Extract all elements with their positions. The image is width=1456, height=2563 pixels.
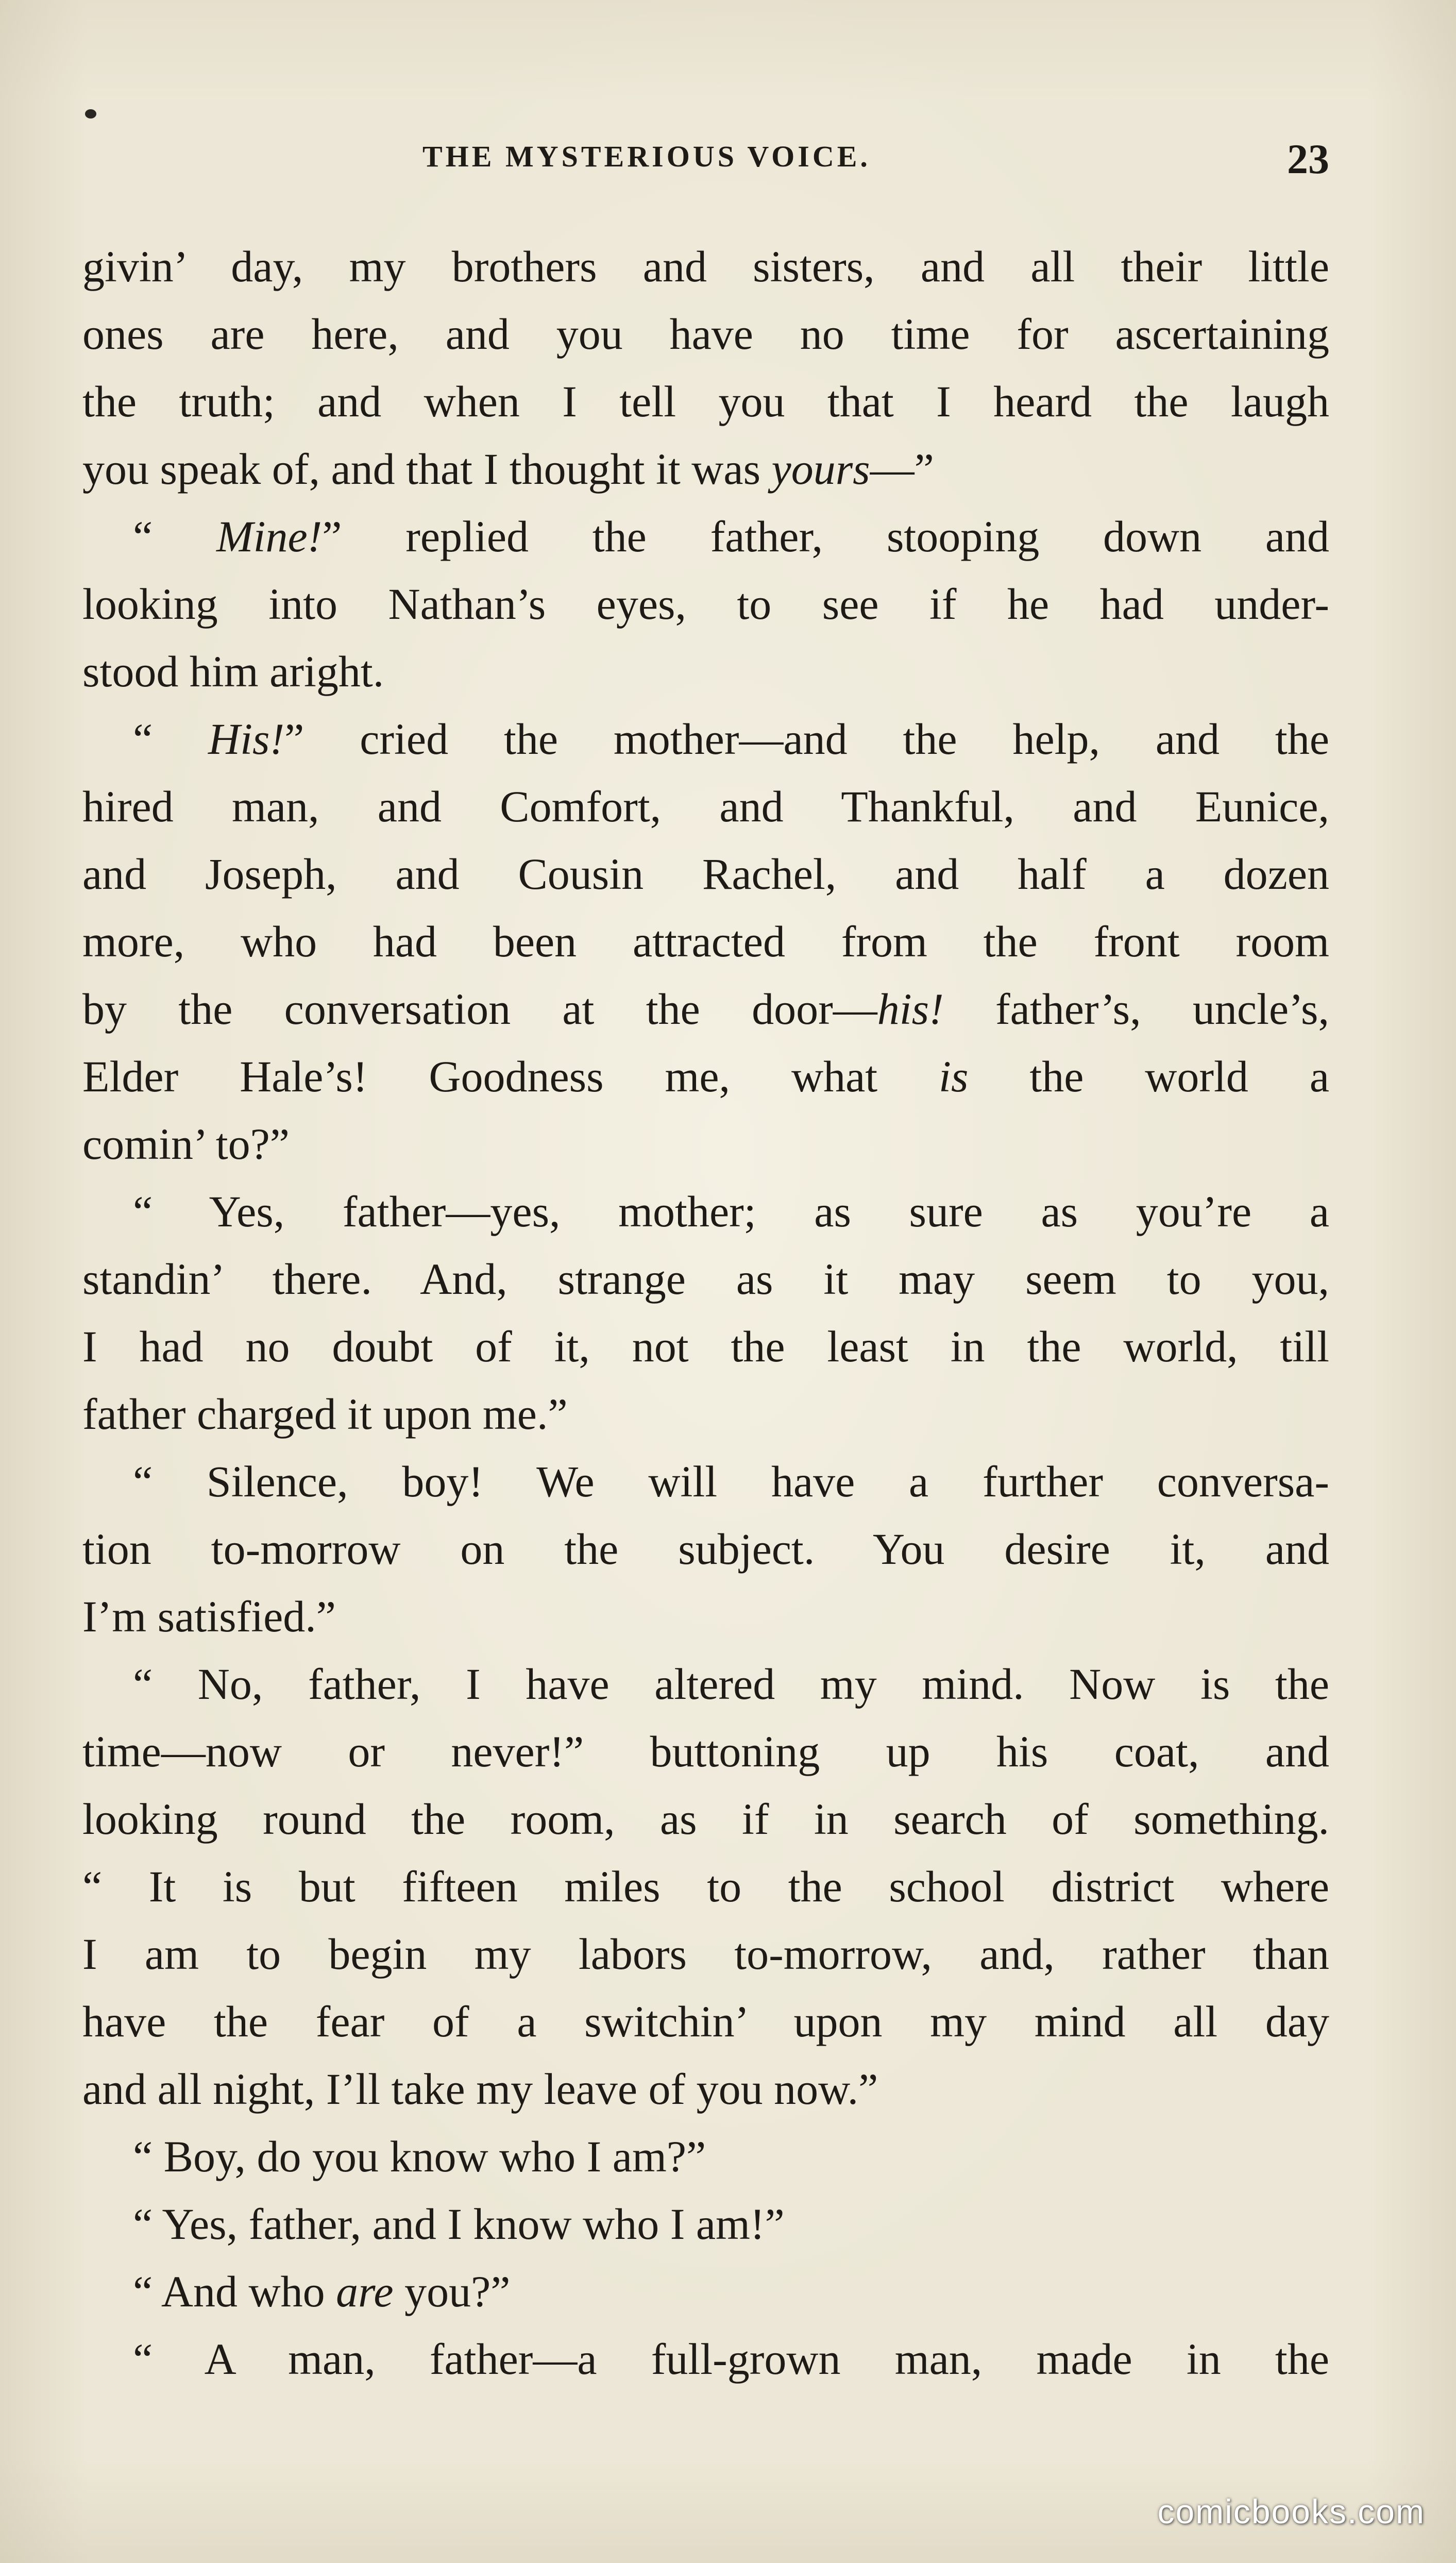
watermark: comicbooks.com bbox=[1157, 2492, 1425, 2531]
text-line: “ It is but fifteen miles to the school district where bbox=[82, 1862, 1329, 1911]
text-line: comin’ to?” bbox=[82, 1119, 290, 1169]
text-line: the truth; and when I tell you that I heard the laugh bbox=[82, 377, 1329, 426]
text-line: more, who had been attracted from the front room bbox=[82, 917, 1329, 966]
text-line: I’m satisfied.” bbox=[82, 1592, 336, 1641]
text-line: tion to-morrow on the subject. You desire it, and bbox=[82, 1524, 1329, 1574]
text-line: givin’ day, my brothers and sisters, and all their little bbox=[82, 242, 1329, 291]
text-line: “ His!” cried the mother—and the help, and the bbox=[133, 714, 1329, 764]
text-line: father charged it upon me.” bbox=[82, 1389, 568, 1439]
text-line: “ Mine!” replied the father, stooping down and bbox=[133, 512, 1330, 561]
text-line: have the fear of a switchin’ upon my mind all day bbox=[82, 1997, 1329, 2046]
ink-speck bbox=[85, 109, 96, 119]
text-line: I am to begin my labors to-morrow, and, rather than bbox=[82, 1929, 1329, 1979]
text-line: “ Boy, do you know who I am?” bbox=[133, 2132, 706, 2181]
text-line: ones are here, and you have no time for ascertaining bbox=[82, 309, 1329, 359]
text-line: hired man, and Comfort, and Thankful, and Eunice, bbox=[82, 782, 1329, 831]
text-line: stood him aright. bbox=[82, 647, 384, 696]
text-line: “ Yes, father—yes, mother; as sure as you’re a bbox=[133, 1187, 1329, 1236]
text-line: looking into Nathan’s eyes, to see if he had under- bbox=[82, 579, 1329, 629]
text-line: and all night, I’ll take my leave of you now.” bbox=[82, 2064, 878, 2114]
text-line: looking round the room, as if in search of something. bbox=[82, 1794, 1329, 1844]
text-line: “ Yes, father, and I know who I am!” bbox=[133, 2199, 785, 2249]
page-number: 23 bbox=[1287, 136, 1329, 182]
text-line: Elder Hale’s! Goodness me, what is the world a bbox=[82, 1052, 1330, 1101]
running-head bbox=[82, 135, 1329, 192]
text-line: by the conversation at the door—his! father’s, uncle’s, bbox=[82, 984, 1329, 1034]
text-line: “ Silence, boy! We will have a further conversa- bbox=[133, 1457, 1329, 1506]
body-text bbox=[82, 233, 1329, 2393]
text-line: and Joseph, and Cousin Rachel, and half a dozen bbox=[82, 849, 1329, 899]
text-line: “ And who are you?” bbox=[133, 2267, 511, 2316]
text-line: “ No, father, I have altered my mind. Now is the bbox=[133, 1659, 1329, 1709]
text-line: time—now or never!” buttoning up his coat, and bbox=[82, 1727, 1329, 1776]
text-line: standin’ there. And, strange as it may seem to you, bbox=[82, 1254, 1329, 1304]
text-line: I had no doubt of it, not the least in the world, till bbox=[82, 1322, 1329, 1371]
text-line: you speak of, and that I thought it was yours—” bbox=[82, 444, 934, 494]
text-line: “ A man, father—a full-grown man, made in the bbox=[133, 2334, 1329, 2384]
running-title: THE MYSTERIOUS VOICE. bbox=[422, 140, 871, 173]
